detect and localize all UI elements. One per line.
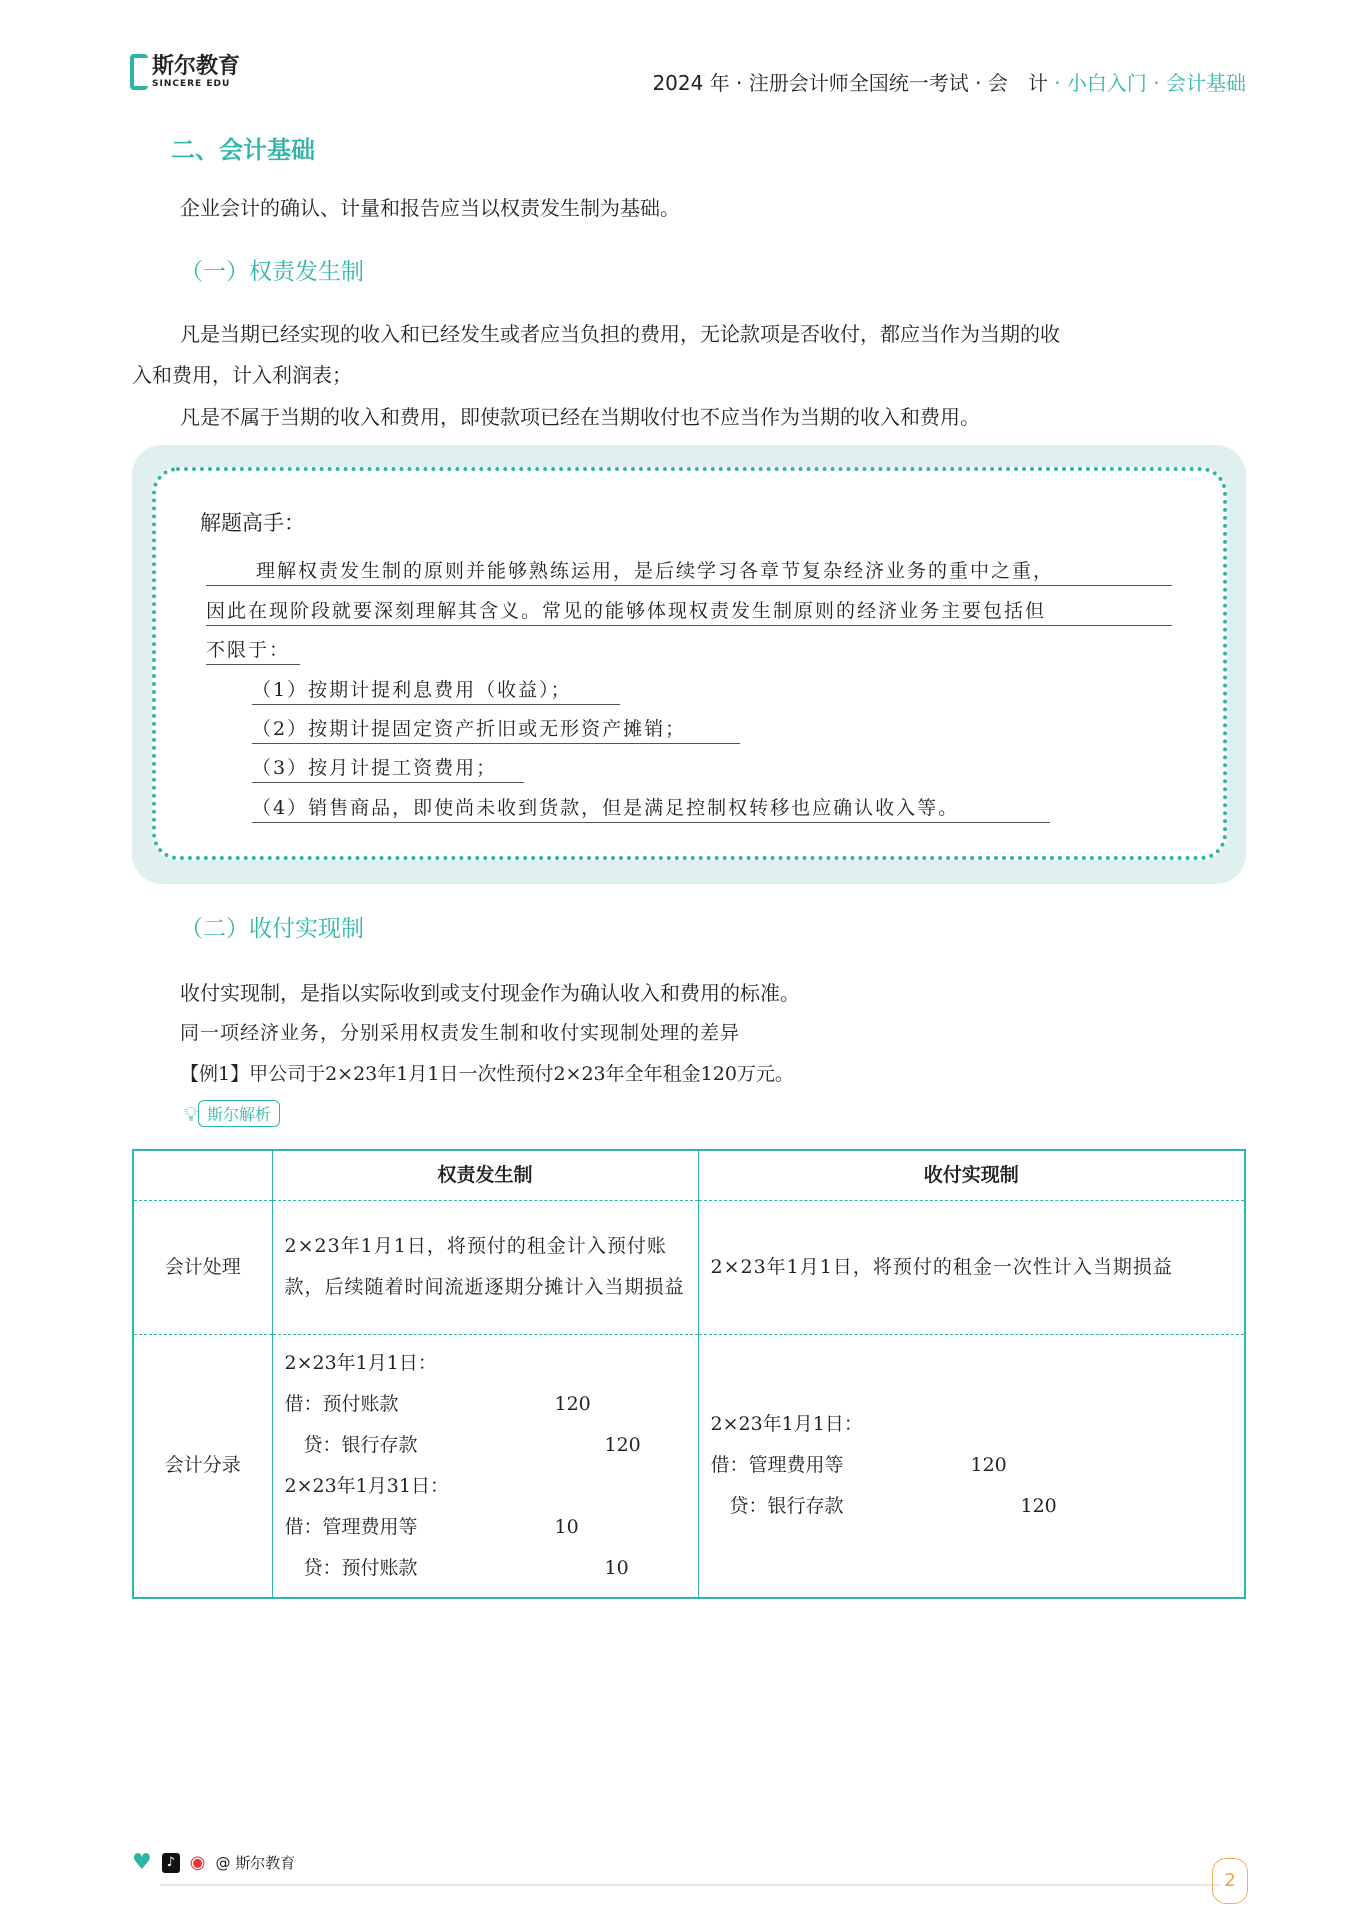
footer-divider [160,1884,1220,1886]
journal-line [711,1404,1233,1445]
journal-amount: 10 [604,1556,629,1579]
footer [132,1850,295,1875]
table-header [133,1150,272,1200]
journal-amount: 120 [554,1392,591,1415]
journal-account: 贷：预付账款 [284,1556,418,1579]
cell-cash: 2×23年1月1日，将预付的租金一次性计入当期损益 [698,1200,1245,1334]
intro-text: 企业会计的确认、计量和报告应当以权责发生制为基础。 [180,196,680,220]
row-label: 会计分录 [133,1334,272,1598]
tip-item: （2）按期计提固定资产折旧或无形资产摊销； [252,714,740,744]
cell-accrual: 2×23年1月1日，将预付的租金计入预付账款，后续随着时间流逝逐期分摊计入当期损益 [272,1200,698,1334]
cash-heading: （二）收付实现制 [180,916,364,942]
weibo-icon: ◉ [189,1852,206,1873]
journal-amount: 10 [554,1515,579,1538]
tip-line: 因此在现阶段就要深刻理解其含义。常见的能够体现权责发生制原则的经济业务主要包括但 [206,596,1172,626]
tip-line: 理解权责发生制的原则并能够熟练运用，是后续学习各章节复杂经济业务的重中之重， [206,556,1172,586]
comparison-table [132,1149,1246,1599]
table-header: 权责发生制 [272,1150,698,1200]
tip-item: （3）按月计提工资费用； [252,753,524,783]
journal-account: 2×23年1月1日： [710,1413,863,1435]
journal-account: 借：管理费用等 [710,1454,844,1476]
douyin-icon: ♪ [162,1853,180,1873]
journal-line [711,1486,1233,1527]
journal-amount: 120 [604,1433,641,1456]
sprout-icon: ♥ [132,1850,152,1875]
journal-account: 借：预付账款 [284,1392,399,1415]
journal-line [285,1425,686,1466]
cell-accrual-entries [272,1334,698,1598]
logo-en: SINCERE EDU [152,79,231,89]
journal-account: 借：管理费用等 [284,1515,418,1538]
badge-label: 斯尔解析 [198,1100,280,1127]
running-header [652,67,1246,96]
journal-account: 贷：银行存款 [710,1495,844,1517]
journal-account: 2×23年1月31日： [284,1474,449,1497]
section-heading: 二、会计基础 [171,136,315,164]
table-row [133,1334,1245,1598]
table-row [133,1200,1245,1334]
row-label: 会计处理 [133,1200,272,1334]
cash-para2: 同一项经济业务，分别采用权责发生制和收付实现制处理的差异 [180,1022,741,1044]
logo-cn: 斯尔教育 [152,54,241,79]
journal-account: 2×23年1月1日： [284,1351,437,1374]
journal-account: 贷：银行存款 [284,1433,418,1456]
header-chapter: · 小白入门 · 会计基础 [1047,71,1246,95]
analysis-badge [184,1100,280,1127]
logo [130,54,240,90]
example-text: 【例1】甲公司于2×23年1月1日一次性预付2×23年全年租金120万元。 [180,1063,794,1085]
accrual-heading: （一）权责发生制 [180,259,364,285]
table-header: 收付实现制 [698,1150,1245,1200]
logo-mark-icon [130,54,148,90]
social-handle: @ 斯尔教育 [215,1854,296,1872]
tip-item: （1）按期计提利息费用（收益）； [252,675,620,705]
journal-line [711,1445,1233,1486]
journal-line [285,1384,686,1425]
journal-line [285,1343,686,1384]
lightbulb-icon: 💡︎ [184,1101,198,1126]
accrual-para2: 凡是不属于当期的收入和费用，即使款项已经在当期收付也不应当作为当期的收入和费用。 [180,405,980,429]
accrual-para-cont: 入和费用，计入利润表； [132,363,352,387]
tip-line: 不限于： [206,635,300,665]
page-number: 2 [1212,1858,1248,1904]
tip-title: 解题高手： [200,511,305,535]
journal-line [285,1507,686,1548]
accrual-para: 凡是当期已经实现的收入和已经发生或者应当负担的费用，无论款项是否收付，都应当作为当期的收 [180,322,1060,346]
cell-cash-entries [698,1334,1245,1598]
journal-amount: 120 [1020,1495,1057,1517]
header-title: 2024 年 · 注册会计师全国统一考试 · 会 计 [652,71,1048,95]
journal-line [285,1466,686,1507]
tip-item: （4）销售商品，即使尚未收到货款，但是满足控制权转移也应确认收入等。 [252,793,1050,823]
journal-line [285,1548,686,1589]
journal-amount: 120 [970,1454,1007,1476]
cash-para: 收付实现制，是指以实际收到或支付现金作为确认收入和费用的标准。 [180,981,800,1005]
